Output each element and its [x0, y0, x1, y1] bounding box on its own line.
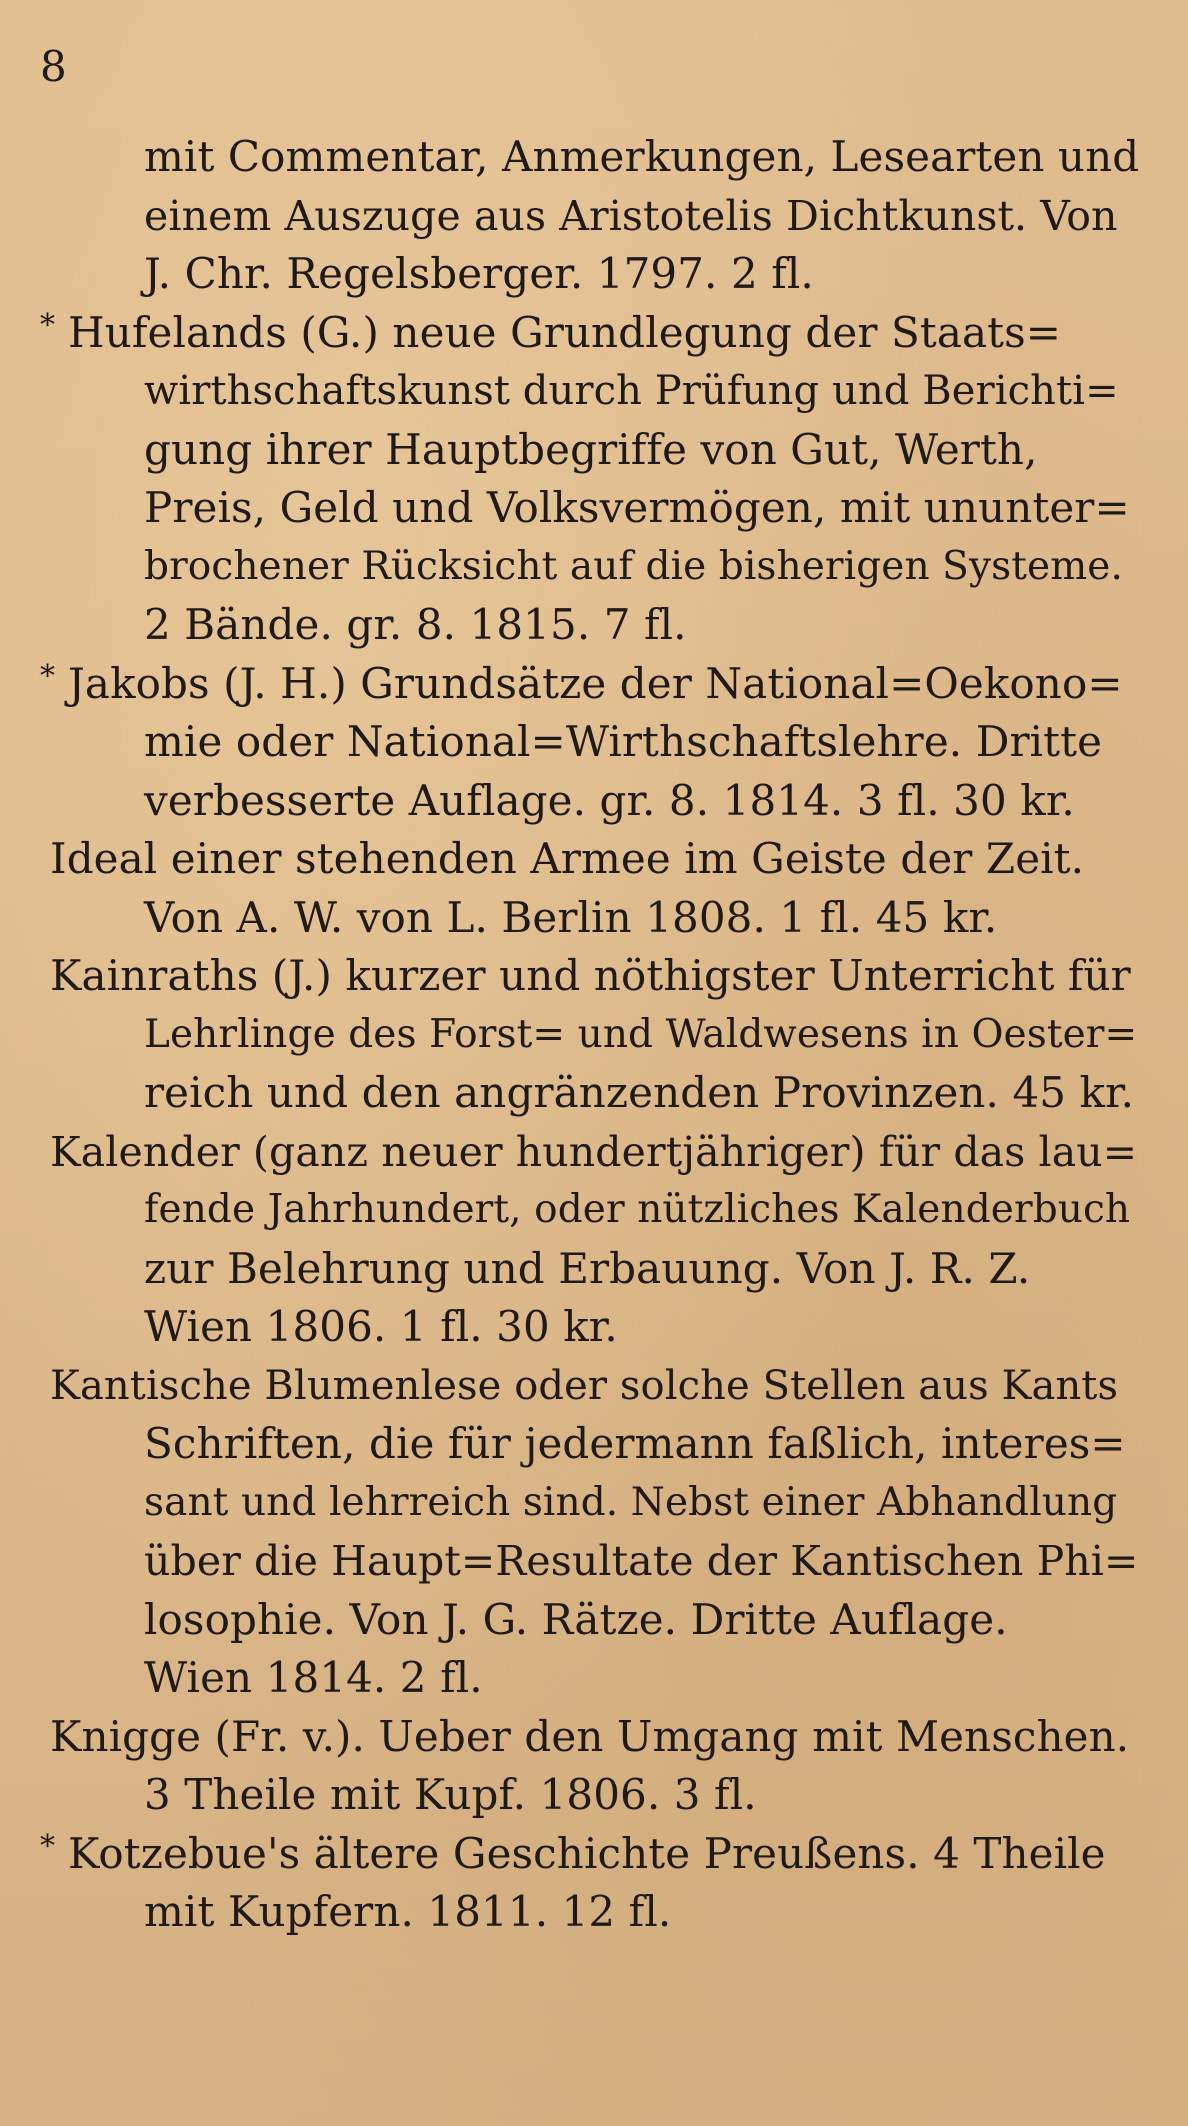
entry-line: mie oder National=Wirthschaftslehre. Dritte [144, 717, 1103, 766]
entry-first-line: Kalender (ganz neuer hundertjähriger) für das lau= [50, 1127, 1138, 1176]
catalog-entry-ideal [40, 830, 1120, 947]
entry-line-text: Hufelands (G.) neue Grundlegung der Staats= [68, 307, 1062, 357]
entry-line: Schriften, die für jedermann faßlich, interes= [144, 1419, 1126, 1468]
asterisk-mark: * [40, 307, 56, 343]
catalog-entry-hufeland [40, 304, 1130, 655]
entry-line: wirthschaftskunst durch Prüfung und Berichti= [144, 368, 1119, 414]
entry-line: brochener Rücksicht auf die bisherigen Systeme. [144, 543, 1123, 589]
catalog-entry-continuation [40, 128, 1140, 304]
entry-line: 3 Theile mit Kupf. 1806. 3 fl. [144, 1770, 757, 1819]
entry-first-line [40, 1825, 1120, 1884]
entry-line: 2 Bände. gr. 8. 1815. 7 fl. [144, 600, 687, 649]
entry-line: mit Commentar, Anmerkungen, Lesearten und [144, 132, 1140, 181]
entry-line: Von A. W. von L. Berlin 1808. 1 fl. 45 kr. [144, 892, 998, 942]
entry-first-line [40, 304, 1120, 363]
catalog-entry-knigge [40, 1708, 1130, 1825]
entry-first-line: Kantische Blumenlese oder solche Stellen aus Kants [50, 1362, 1119, 1409]
entry-line: reich und den angränzenden Provinzen. 45 kr. [144, 1068, 1135, 1117]
catalog-entry-kainrath [40, 947, 1138, 1123]
catalog-entry-kalender [40, 1123, 1138, 1357]
page-number: 8 [40, 42, 67, 91]
entry-first-line [40, 655, 1123, 714]
entry-line: gung ihrer Hauptbegriffe von Gut, Werth, [144, 424, 1038, 474]
entry-line: einem Auszuge aus Aristotelis Dichtkunst. Von [144, 191, 1118, 240]
asterisk-mark: * [40, 658, 56, 694]
entry-line: Preis, Geld und Volksvermögen, mit ununter= [144, 483, 1130, 532]
entry-line: Lehrlinge des Forst= und Waldwesens in Oester= [144, 1011, 1138, 1057]
catalog-entries [40, 128, 1140, 1942]
asterisk-mark: * [40, 1828, 56, 1864]
entry-line: Wien 1806. 1 fl. 30 kr. [144, 1302, 618, 1351]
entry-first-line: Knigge (Fr. v.). Ueber den Umgang mit Menschen. [50, 1711, 1130, 1761]
entry-line: Wien 1814. 2 fl. [144, 1653, 483, 1702]
entry-line: losophie. Von J. G. Rätze. Dritte Auflage. [144, 1594, 1008, 1644]
catalog-entry-kantische-blumenlese [40, 1357, 1139, 1708]
catalog-entry-kotzebue [40, 1825, 1120, 1942]
entry-line-text: Jakobs (J. H.) Grundsätze der National=Oekono= [68, 658, 1123, 708]
entry-line-text: Kotzebue's ältere Geschichte Preußens. 4 Theile [68, 1828, 1106, 1878]
entry-line: mit Kupfern. 1811. 12 fl. [144, 1887, 672, 1936]
entry-first-line: Ideal einer stehenden Armee im Geiste der Zeit. [50, 834, 1085, 883]
entry-line: über die Haupt=Resultate der Kantischen Phi= [144, 1537, 1139, 1585]
entry-line: sant und lehrreich sind. Nebst einer Abhandlung [144, 1479, 1118, 1525]
entry-line: zur Belehrung und Erbauung. Von J. R. Z. [144, 1243, 1031, 1293]
entry-line: verbesserte Auflage. gr. 8. 1814. 3 fl. 30 kr. [144, 775, 1075, 825]
entry-line: J. Chr. Regelsberger. 1797. 2 fl. [144, 249, 814, 298]
catalog-entry-jakob [40, 655, 1123, 831]
entry-first-line: Kainraths (J.) kurzer und nöthigster Unterricht für [50, 951, 1131, 1000]
entry-line: fende Jahrhundert, oder nützliches Kalenderbuch [144, 1187, 1131, 1232]
